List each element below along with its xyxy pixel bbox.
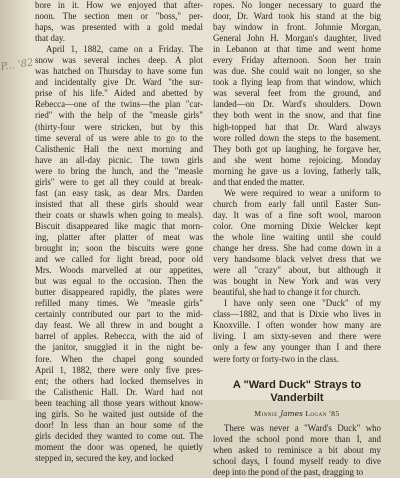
text-line: the janitor, snuggled it in the night be- xyxy=(35,342,203,353)
text-line: day. It was of a fine soft wool, maroon xyxy=(213,209,381,220)
text-line: ropes. No longer necessary to guard the xyxy=(213,0,381,10)
text-line: deep into the pond of the past, dragging to xyxy=(213,466,364,477)
right-column-top-text xyxy=(213,0,381,188)
text-line: insisted that all these girls should wear xyxy=(35,198,203,209)
byline-last-name: Logan '85 xyxy=(305,408,340,418)
text-line: stepped in, secured the key, and locked xyxy=(35,452,174,463)
text-line: been teaching all those years without know- xyxy=(35,397,203,408)
text-line: high-topped hat that Dr. Ward always xyxy=(213,121,381,132)
text-line: ing, platter after platter of meat was xyxy=(35,231,203,242)
text-line: Rebecca—one of the twins—the plan "car- xyxy=(35,99,203,110)
text-line: morning he gave us a loving, fatherly talk, xyxy=(213,165,381,176)
article-byline xyxy=(213,408,381,419)
text-line: school days, I found myself ready to dive xyxy=(213,455,381,466)
text-line: every Friday afternoon. Soon her train xyxy=(213,55,381,66)
text-line: haps, was presented with a gold medal xyxy=(35,22,203,33)
text-line: ried" with the help of the "measle girls" xyxy=(35,110,203,121)
text-line: church from early fall until Easter Sun- xyxy=(213,198,381,209)
text-line: that day. xyxy=(35,33,65,44)
text-line: change her dress. She had come down in a xyxy=(213,243,381,254)
text-line: fore. When the chapel gong sounded xyxy=(35,353,203,364)
text-line: Calisthenic Hall the next morning and xyxy=(35,143,203,154)
text-line: in Lebanon at that time and went home xyxy=(213,44,381,55)
text-line: day feast. We all threw in and bought a xyxy=(35,320,203,331)
text-line: There was never a "Ward's Duck" who xyxy=(224,422,381,433)
text-line: ing girls. So he waited just outside of the xyxy=(35,408,203,419)
byline-first-name: Minnie xyxy=(254,408,278,418)
text-line: brought in; soon the biscuits were gone xyxy=(35,243,203,254)
text-line: bay window in front. Johnnie Morgan, xyxy=(213,22,381,33)
text-line: Mrs. Woods marvelled at our appetites, xyxy=(35,265,203,276)
text-line: and that ended the matter. xyxy=(213,176,305,187)
text-line: April 1, 1882, there were only five pres- xyxy=(35,364,203,375)
text-line: class—1882, and that is Dixie who lives in xyxy=(213,309,381,320)
text-line: girls decided they wanted to come out. The xyxy=(35,430,203,441)
text-line: color. One morning Dixie Welcker kept xyxy=(213,220,381,231)
text-line: We were required to wear a uniform to xyxy=(224,187,381,198)
text-line: they both went in the snow, and that fine xyxy=(213,110,381,121)
left-column xyxy=(35,0,203,463)
text-line: were all "crazy" about, but although it xyxy=(213,265,381,276)
handwritten-margin-note: P... '82 xyxy=(0,57,35,73)
text-line: snow was several inches deep. A plot xyxy=(35,55,203,66)
text-line: the whole line waiting until she could xyxy=(213,231,381,242)
text-line: took a flying leap from that window, which xyxy=(213,77,381,88)
text-line: was several feet from the ground, and xyxy=(213,88,381,99)
text-line: their coats or shawls when going to meals). xyxy=(35,209,203,220)
text-line: Biscuit disappeared like magic that morn- xyxy=(35,220,203,231)
text-line: time several of us were able to go to the xyxy=(35,132,203,143)
section-heading: A "Ward Duck" Strays to Vanderbilt xyxy=(232,378,362,404)
text-line: prise of his life." Aided and abetted by xyxy=(35,88,203,99)
text-line: and we called for light bread, poor old xyxy=(35,254,203,265)
text-line: the Calisthenic Hall. Dr. Ward had not xyxy=(35,386,203,397)
text-line: very handsome black velvet dress that we xyxy=(213,254,381,265)
text-line: door, Dr. Ward took his stand at the big xyxy=(213,11,381,22)
text-line: wore rolled down the steps to the basement. xyxy=(213,132,381,143)
right-column-article-text xyxy=(213,423,381,478)
text-line: when asked to reminisce a bit about my xyxy=(213,444,381,455)
text-line: beautiful, she had to change it for church. xyxy=(213,287,361,298)
text-line: barrel of apples. Rebecca, with the aid of xyxy=(35,331,203,342)
text-line: bore in it. How we enjoyed that after- xyxy=(35,0,203,10)
text-line: was bought in New York and was very xyxy=(213,276,381,287)
text-line: They both got up laughing, he forgave her, xyxy=(213,143,381,154)
text-line: and she went home rejoicing. Monday xyxy=(213,154,381,165)
right-column xyxy=(213,0,381,477)
text-line: I have only seen one "Duck" of my xyxy=(224,298,381,309)
text-line: and incidentally give Dr. Ward "the sur- xyxy=(35,77,203,88)
text-line: fast (an easy task, as dear Mrs. Darden xyxy=(35,187,203,198)
text-line: only a few any younger than I and there xyxy=(213,342,381,353)
text-line: living. I am sixty-seven and there were xyxy=(213,331,381,342)
byline-handwritten-name: James xyxy=(280,408,303,418)
text-line: were to bring the lunch, and the "measle xyxy=(35,165,203,176)
text-line: Knoxville. I often wonder how many are xyxy=(213,320,381,331)
text-line: landed—on Dr. Ward's shoulders. Down xyxy=(213,99,381,110)
text-line: have an all-day picnic. The town girls xyxy=(35,154,203,165)
right-column-uniform-paragraph xyxy=(213,188,381,365)
text-line: was due. She could wait no longer, so she xyxy=(213,66,381,77)
text-line: butter disappeared rapidly, the plates were xyxy=(35,287,203,298)
text-line: was hatched on Thursday to have some fun xyxy=(35,66,203,77)
text-line: girls" were to get all they could at break- xyxy=(35,176,203,187)
text-line: were forty or forty-two in the class. xyxy=(213,353,339,364)
text-line: door! In less than an hour some of the xyxy=(35,419,203,430)
text-line: ent; the others had locked themselves in xyxy=(35,375,203,386)
text-line: but was equal to the occasion. Then the xyxy=(35,276,203,287)
text-line: certainly contributed our part to the mid- xyxy=(35,309,203,320)
text-line: loved the school pond more than I, and xyxy=(213,433,381,444)
text-line: moment the door was opened, he quietly xyxy=(35,441,203,452)
text-line: noon. The section men or "boss," per- xyxy=(35,11,203,22)
text-line: General John H. Morgan's daughter, lived xyxy=(213,33,381,44)
text-line: refilled many times. We "measle girls" xyxy=(35,298,203,309)
text-line: April 1, 1882, came on a Friday. The xyxy=(46,44,203,55)
text-line: (thirty-four were stricken, but by this xyxy=(35,121,203,132)
